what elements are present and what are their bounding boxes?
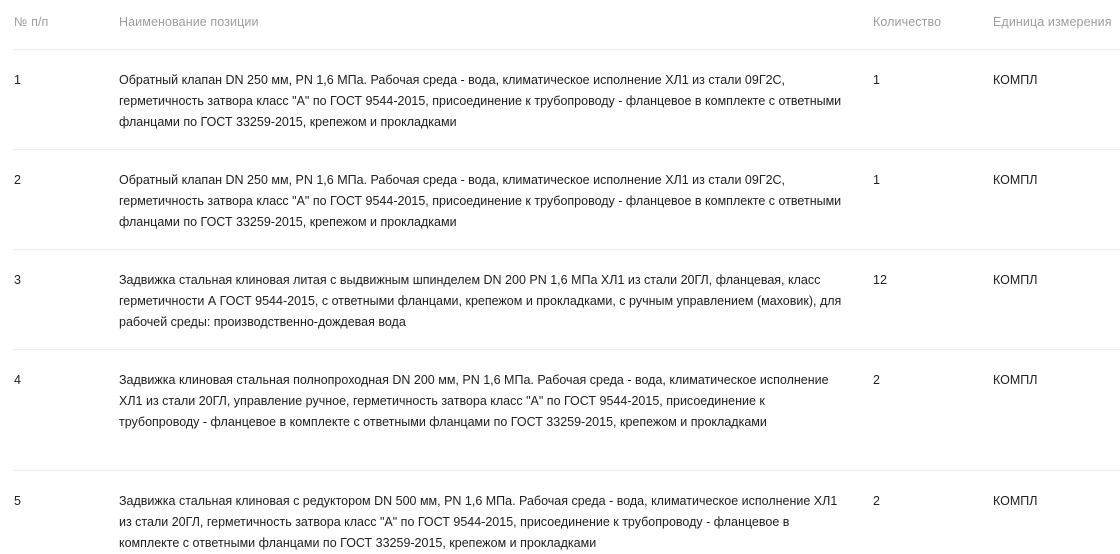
row-unit: КОМПЛ: [993, 173, 1038, 187]
row-num: 3: [14, 273, 21, 287]
row-num: 2: [14, 173, 21, 187]
row-qty: 1: [873, 173, 880, 187]
row-name: Обратный клапан DN 250 мм, PN 1,6 МПа. Рабочая среда - вода, климатическое исполнение ХЛ1 из стали 09Г2С, герметичность затвора класс "А" по ГОСТ 9544-2015, присоединение к трубопроводу - фланцевое в комплекте с ответными фланцами по ГОСТ 33259-2015, крепежом и прокладками: [119, 73, 842, 129]
column-header-name[interactable]: Наименование позиции: [119, 15, 259, 29]
row-unit: КОМПЛ: [993, 373, 1038, 387]
row-name: Задвижка стальная клиновая с редуктором DN 500 мм, PN 1,6 МПа. Рабочая среда - вода, климатическое исполнение ХЛ1 из стали 20ГЛ, герметичность затвора класс "А" по ГОСТ 9544-2015, присоединение к трубопроводу - фланцевое в комплекте с ответными фланцами по ГОСТ 33259-2015, крепежом и прокладками: [119, 494, 838, 550]
row-unit: КОМПЛ: [993, 73, 1038, 87]
column-header-qty[interactable]: Количество: [873, 15, 942, 29]
row-qty: 2: [873, 373, 880, 387]
table-row: [13, 50, 1120, 150]
column-header-unit[interactable]: Единица измерения: [993, 15, 1112, 29]
row-unit: КОМПЛ: [993, 494, 1038, 508]
row-qty: 12: [873, 273, 887, 287]
row-name: Задвижка стальная клиновая литая с выдвижным шпинделем DN 200 PN 1,6 МПа ХЛ1 из стали 20ГЛ, фланцевая, класс герметичности А ГОСТ 9544-2015, с ответными фланцами, крепежом и прокладками, с ручным управлением (маховик), для рабочей среды: производственно-дождевая вода: [119, 273, 842, 329]
row-qty: 1: [873, 73, 880, 87]
row-name: Задвижка клиновая стальная полнопроходная DN 200 мм, PN 1,6 МПа. Рабочая среда - вода, климатическое исполнение ХЛ1 из стали 20ГЛ, управление ручное, герметичность затвора класс "А" по ГОСТ 9544-2015, присоединение к трубопроводу - фланцевое в комплекте с ответными фланцами по ГОСТ 33259-2015, крепежом и прокладками: [119, 373, 829, 429]
row-unit: КОМПЛ: [993, 273, 1038, 287]
table-row: [13, 250, 1120, 350]
row-qty: 2: [873, 494, 880, 508]
table-row: [13, 350, 1120, 471]
row-num: 5: [14, 494, 21, 508]
row-num: 4: [14, 373, 21, 387]
column-header-num[interactable]: № п/п: [14, 15, 49, 29]
row-name: Обратный клапан DN 250 мм, PN 1,6 МПа. Рабочая среда - вода, климатическое исполнение ХЛ1 из стали 09Г2С, герметичность затвора класс "А" по ГОСТ 9544-2015, присоединение к трубопроводу - фланцевое в комплекте с ответными фланцами по ГОСТ 33259-2015, крепежом и прокладками: [119, 173, 842, 229]
table-row: [13, 150, 1120, 250]
table-row: [13, 471, 1120, 554]
row-num: 1: [14, 73, 21, 87]
